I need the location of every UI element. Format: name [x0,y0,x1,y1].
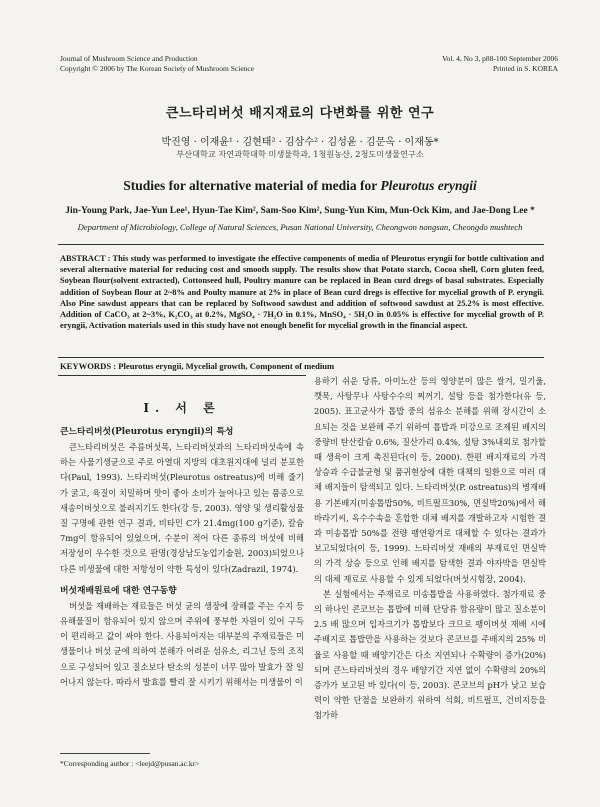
abstract [60,253,544,331]
footnote-divider [60,753,150,754]
abstract-label: ABSTRACT : [60,254,111,263]
journal-name: Journal of Mushroom Science and Production [60,54,198,63]
keywords-label: KEYWORDS : [60,361,117,371]
affiliation-english: Department of Microbiology, College of Natural Sciences, Pusan National University, Cheongwon nongsan, Cheongdo mushtech [77,222,523,232]
subheading-research-trends: 버섯재배원료에 대한 연구동향 [60,585,177,596]
right-column [314,374,546,724]
printed-in: Printed in S. KOREA [492,64,558,73]
journal-header-right [442,54,558,74]
copyright: Copyright © 2006 by The Korean Society of Mushroom Science [60,64,255,73]
authors-korean: 박진영 · 이재윤¹ · 김현태² · 김삼수² · 김성윤 · 김문옥 · 이재동* [161,137,439,148]
left-column [60,400,304,690]
journal-header-left [60,54,254,74]
divider-top [58,244,544,245]
title-english [0,178,600,194]
keywords-text: Pleurotus eryngii, Mycelial growth, Component of medium [118,361,335,371]
paragraph-characteristics: 큰느타리버섯은 주름버섯목, 느타리버섯과의 느타리버섯속에 속하는 사물기생균으로 주로 아열대 지방의 대초원지대에 널리 분포한다(Paul, 1993). 느타리버섯(Pleurotus ostreatus)에 비해 줄기가 굵고, 육질이 치밀하며 맛이 좋아 소비가 늘어나고 있는 품종으로 새송이버섯으로 불려지기도 한다(강 등, 2003). 영양 및 생리활성물질 구명에 관한 연구 결과, 비타민 C가 21.4mg(100 g기준), 칼슘 7mg이 함유되어 있었으며, 수분이 적어 다른 종류의 버섯에 비해 저장성이 우수한 것으로 판명(경상남도농업기술원, 2003)되었으나 다른 비생물에 대한 저항성이 약한 특성이 있다(Zadrazil, 1974). [60,442,304,574]
authors-english: Jin-Young Park, Jae-Yun Lee¹, Hyun-Tae Kim², Sam-Soo Kim², Sung-Yun Kim, Mun-Ock Kim, and Jae-Dong Lee * [65,206,535,216]
keywords [60,361,334,371]
title-english-species: Pleurotus eryngii [380,178,477,193]
subheading-characteristics: 큰느타리버섯(Pleurotus eryngii)의 특성 [60,427,234,437]
volume-info: Vol. 4, No 3, p88-100 September 2006 [442,54,558,63]
paragraph-research-trends: 버섯을 재배하는 재료들은 버섯 균의 생장에 장해를 주는 수지 등 유해물질이 함유되어 있지 않으며 주위에 풍부한 자원이 있어 구득이 편리하고 값이 싸야 한다. 사용되어지는 대부분의 주재료들은 미생물이나 버섯 균에 의하여 분해가 어려운 섬유소, 리그닌 등의 조직으로 구성되어 있고 질소보다 탄소의 성분이 너무 많아 발효가 잘 일어나지 않는다. 따라서 발효를 빨리 잘 시키기 위해서는 미생물이 이 [60,600,304,687]
divider-keywords-bottom [58,375,306,376]
footnote-corresponding-author: *Corresponding author : <leejd@pusan.ac.kr> [60,759,200,768]
paragraph-right-2: 본 실험에서는 주재료로 미송톱밥을 사용하였다. 첨가재료 중의 하나인 콘코브는 톱밥에 비해 단당류 함유량이 많고 질소분이 2.5 배 많으며 입자크기가 톱밥보다 크므로 팽이버섯 재배 시에 주배지로 톱밥만을 사용하는 것보다 콘코브를 주배지의 25% 비율로 사용할 때 배양기간은 다소 지연되나 수확량이 증가(20%)되며 큰느타리버섯의 경우 배양기간 지연 없이 수확량의 20%의 증가가 보고된 바 있다(이 등, 2003). 콘코브의 pH가 낮고 보습력이 약한 단점을 보완하기 위하여 석회, 비트펄프, 건비지등을 첨가하 [314,588,546,721]
title-korean: 큰느타리버섯 배지재료의 다변화를 위한 연구 [165,106,435,121]
affiliation-korean: 부산대학교 자연과학대학 미생물학과, 1청원농산, 2청도미생물연구소 [176,149,424,159]
divider-keywords-top [58,357,544,358]
abstract-text: This study was performed to investigate the effective components of media of Pleurotus eryngii for bottle cultivation and several alternative material for reducing cost and smooth supply. The results show that Potato starch, Cocoa shell, Corn gluten feed, Soybean flour(solvent extracted), Cottonseed hull, Poultry manure can be replaced in Bean curd dregs of basal substrates. Especially addition of Soybean flour at 2~8% and Poulty manure at 2% in place of Bean curd dregs is effective for mycelial growth of P. eryngii. Also Pine sawdust appears that can be replaced by Softwood sawdust and addition of softwood sawdust at 25.2% is most effective. Addition of CaCO₃ at 2~3%, K₂CO₃ at 0.2%, MgSO₄ · 7H₂O in 0.1%, MnSO₄ · 5H₂O in 0.05% is effective for mycelial growth of P. eryngii, Activation materials used in this study have not enough benefit for mycelial growth in the financial aspect. [60,254,544,331]
title-english-prefix: Studies for alternative material of media for [123,178,381,193]
section-title-introduction: Ⅰ. 서 론 [143,401,221,415]
paragraph-right-1: 용하기 쉬운 당류, 아미노산 등의 영양분이 많은 쌀겨, 밀기울, 깻묵, 사탕무나 사탕수수의 찌꺼기, 설탕 등을 첨가한다(유 등, 2005). 표고균사가 톱밥 중의 섬유소 분해를 위해 장시간이 소요되는 것을 보완해 주기 위하여 톱밥과 미강으로 조제된 배지의 중량비 탄산칼슘 0.6%, 질산가리 0.4%, 설탕 3%내외로 첨가할 때 생육이 크게 촉진된다(이 등, 2000). 한편 배지재료의 가격 상승과 수급불균형 및 품귀현상에 대한 대책의 일환으로 여러 대체 배지들이 탐색되고 있다. 느타리버섯(P. ostreatus)의 병재배용 기본배지(미송톱밥50%, 비트펄프30%, 면실박20%)에서 해바라기씨, 옥수수속을 혼합한 대체 배지를 개발하고자 시험한 결과 미송톱밥 50%를 전량 팽연왕겨로 대체할 수 있다는 결과가 보고되었다(이 등, 1999). 느타리버섯 재배의 부재료인 면실박의 가격 상승 등으로 인해 배지를 탐색한 결과 야자박을 면실박의 대체 재료로 사용할 수 있게 되었다(버섯시험장, 2004). [314,376,546,584]
